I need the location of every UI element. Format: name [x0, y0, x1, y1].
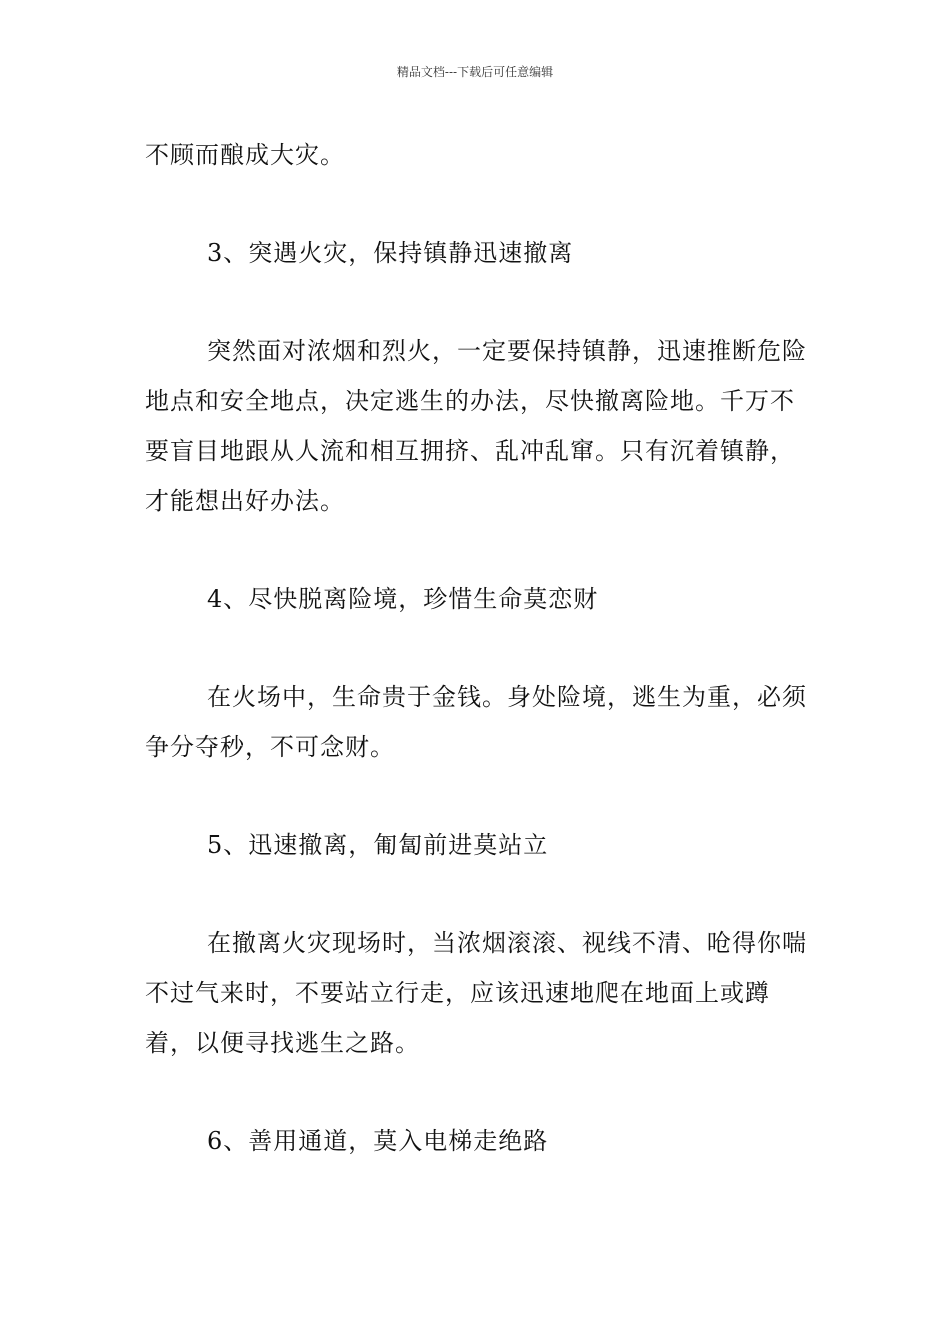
section-heading-3: 3、突遇火灾，保持镇静迅速撤离 [207, 239, 574, 267]
spacer [145, 772, 810, 820]
paragraph-section-3: 突然面对浓烟和烈火，一定要保持镇静，迅速推断危险地点和安全地点，决定逃生的办法，尽快撤离险地。千万不要盲目地跟从人流和相互拥挤、乱冲乱窜。只有沉着镇静，才能想出好办法。 [145, 337, 807, 515]
spacer [145, 624, 810, 672]
spacer [145, 526, 810, 574]
section-heading-5: 5、迅速撤离，匍匐前进莫站立 [207, 831, 549, 859]
spacer [145, 870, 810, 918]
document-body [145, 130, 810, 1166]
spacer [145, 180, 810, 228]
spacer [145, 278, 810, 326]
page-header: 精品文档---下载后可任意编辑 [396, 65, 554, 79]
section-heading-4: 4、尽快脱离险境，珍惜生命莫恋财 [207, 585, 599, 613]
paragraph-section-4: 在火场中，生命贵于金钱。身处险境，逃生为重，必须争分夺秒，不可念财。 [145, 683, 807, 761]
spacer [145, 1068, 810, 1116]
section-heading-6: 6、善用通道，莫入电梯走绝路 [207, 1127, 549, 1155]
paragraph-section-5: 在撤离火灾现场时，当浓烟滚滚、视线不清、呛得你喘不过气来时，不要站立行走，应该迅速地爬在地面上或蹲着，以便寻找逃生之路。 [145, 929, 807, 1057]
paragraph-continuation: 不顾而酿成大灾。 [145, 141, 345, 169]
